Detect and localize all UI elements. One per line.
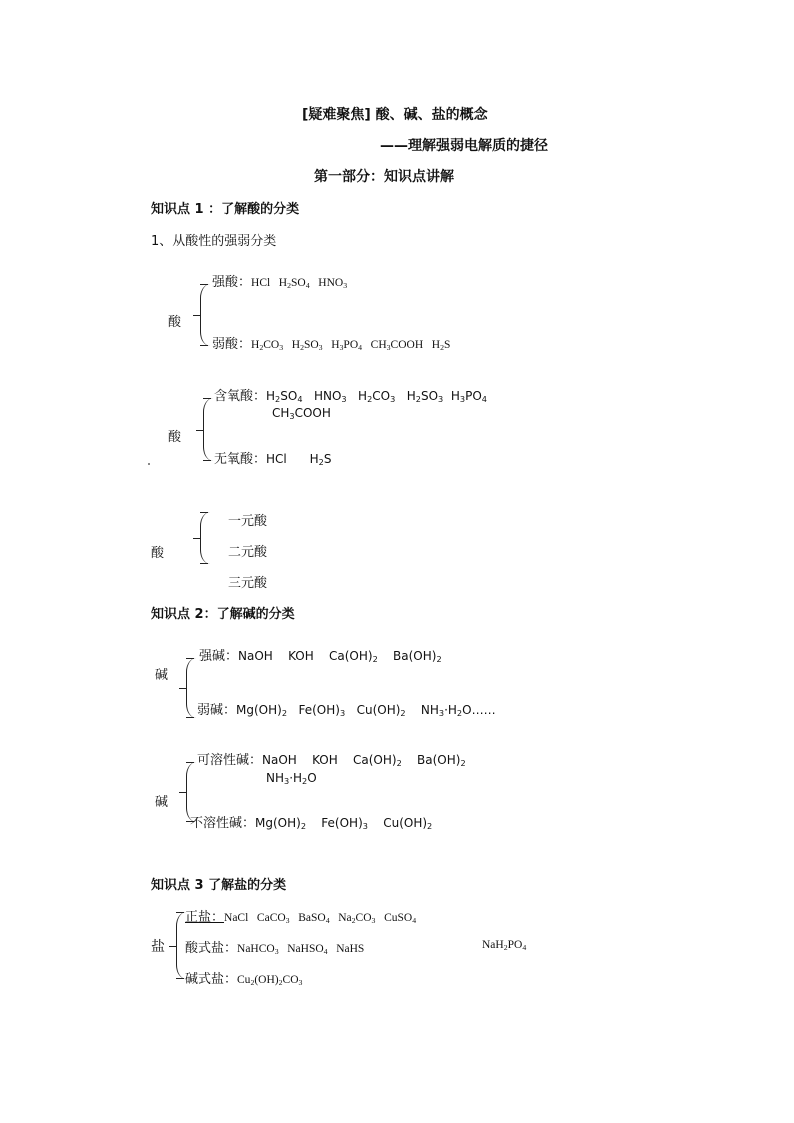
base-root-2: 碱 (155, 795, 169, 810)
soluble-base-row-cont: $NH_3\cdot H_2O$ (266, 771, 317, 787)
weak-acid-row: 弱酸：$H_2CO_3$ $H_2SO_3$ $H_3PO_4$ $CH_3COOH$ $H_2S$ (212, 337, 451, 352)
mono-acid: 一元酸 (228, 514, 268, 529)
acid-salt-extra: $NaH_2PO_4$ (482, 939, 527, 952)
di-acid: 二元酸 (228, 545, 268, 560)
acid-brace-2 (203, 398, 214, 461)
acid-brace-3 (200, 512, 211, 564)
kp1-sub1: 1、从酸性的强弱分类 (151, 234, 277, 249)
acid-root-3: 酸 (151, 546, 165, 561)
normal-salt-row: 正盐：NaCl CaCO$_3$ BaSO$_4$ $Na_2CO_3$ CuSO$_4$ (185, 910, 417, 925)
acid-brace-1 (200, 284, 211, 346)
kp1-heading: 知识点 1 ：了解酸的分类 (151, 202, 300, 217)
oxy-acid-row: 含氧酸：$H_2SO_4$ $HNO_3$ $H_2CO_3$ $H_2SO_3$ $H_3PO_4$ (214, 389, 487, 405)
page-title: [疑难聚焦] 酸、碱、盐的概念 (302, 107, 488, 123)
kp2-heading: 知识点 2：了解碱的分类 (151, 607, 295, 622)
soluble-base-row: 可溶性碱：NaOH KOH $Ca(OH)_2$ $Ba(OH)_2$ (197, 753, 466, 769)
basic-salt-row: 碱式盐：$Cu_2(OH)_2CO_3$ (185, 972, 303, 987)
stray-dot (148, 463, 150, 465)
acid-root-1: 酸 (168, 315, 182, 330)
kp3-heading: 知识点 3 了解盐的分类 (151, 878, 287, 893)
base-root-1: 碱 (155, 668, 169, 683)
oxy-acid-row-cont: $CH_3COOH$ (272, 406, 331, 422)
acid-salt-row: 酸式盐：NaHCO$_3$ NaHSO$_4$ NaHS (185, 941, 365, 956)
tri-acid: 三元酸 (228, 576, 268, 591)
salt-root: 盐 (151, 939, 165, 955)
insoluble-base-row: 不溶性碱：$Mg(OH)_2$ $Fe(OH)_3$ $Cu(OH)_2$ (190, 816, 433, 832)
acid-root-2: 酸 (168, 430, 182, 445)
strong-acid-row: 强酸：HCl $H_2SO_4$ $HNO_3$ (212, 275, 348, 290)
nonoxy-acid-row: 无氧酸：HCl $H_2S$ (214, 452, 332, 468)
base-brace-1 (186, 658, 197, 718)
part-heading: 第一部分：知识点讲解 (314, 169, 454, 185)
page-subtitle: ——理解强弱电解质的捷径 (380, 138, 548, 154)
weak-base-row: 弱碱：$Mg(OH)_2$ $Fe(OH)_3$ $Cu(OH)_2$ $NH_3\cdot H_2O\dots\dots$ (197, 703, 496, 719)
strong-base-row: 强碱：NaOH KOH $Ca(OH)_2$ $Ba(OH)_2$ (199, 649, 442, 665)
